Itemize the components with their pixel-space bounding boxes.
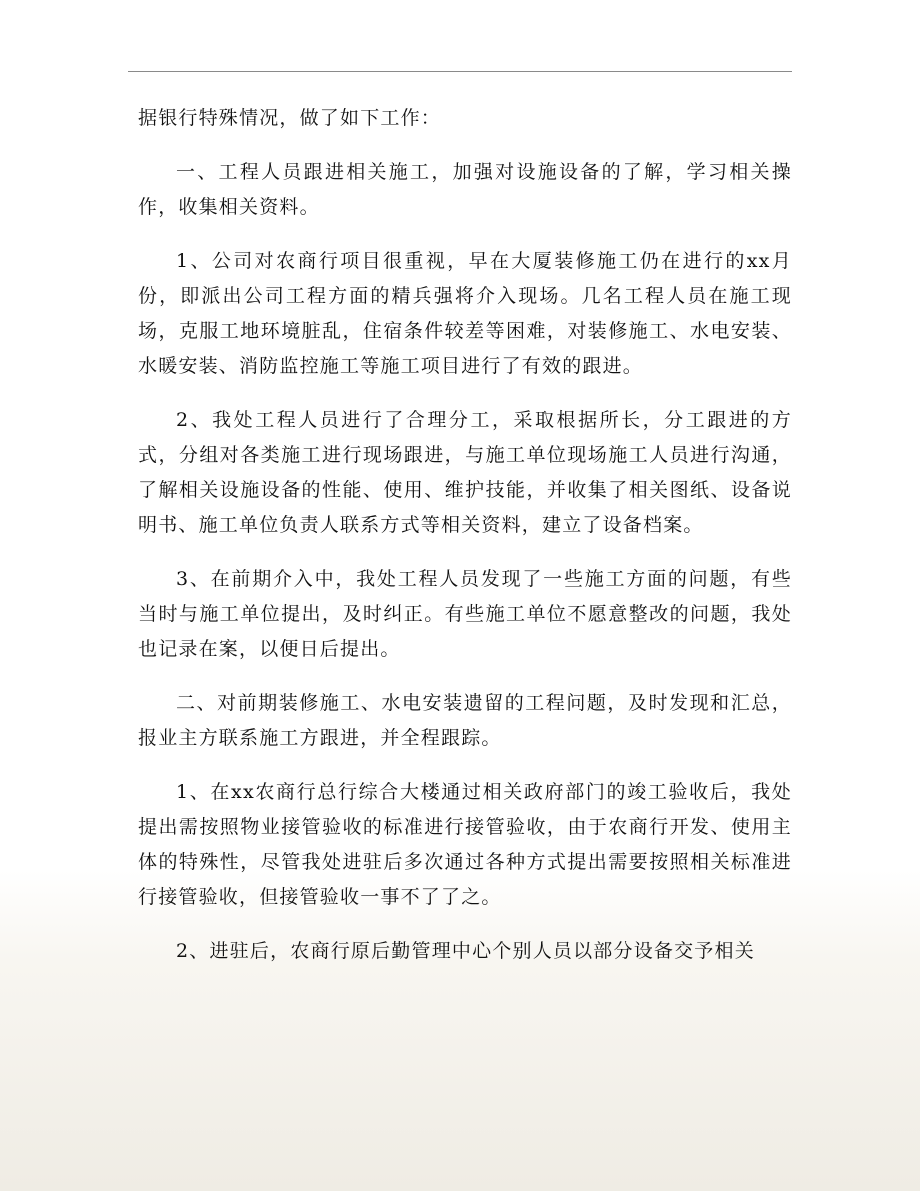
paragraph-item-2-2: 2、进驻后，农商行原后勤管理中心个别人员以部分设备交予相关: [176, 940, 755, 962]
paragraph-section-2: 二、对前期装修施工、水电安装遗留的工程问题，及时发现和汇总，报业主方联系施工方跟进，并全程跟踪。: [138, 692, 792, 749]
paragraph-section-1: 一、工程人员跟进相关施工，加强对设施设备的了解，学习相关操作，收集相关资料。: [138, 161, 792, 218]
document-body: [138, 101, 792, 988]
paragraph-item-1-3: 3、在前期介入中，我处工程人员发现了一些施工方面的问题，有些当时与施工单位提出，及时纠正。有些施工单位不愿意整改的问题，我处也记录在案，以便日后提出。: [138, 568, 792, 660]
paragraph-item-1-1: 1、公司对农商行项目很重视，早在大厦装修施工仍在进行的xx月份，即派出公司工程方面的精兵强将介入现场。几名工程人员在施工现场，克服工地环境脏乱，住宿条件较差等困难，对装修施工、水电安装、水暖安装、消防监控施工等施工项目进行了有效的跟进。: [138, 250, 792, 377]
paragraph-intro: 据银行特殊情况，做了如下工作：: [138, 107, 442, 129]
paragraph-item-1-2: 2、我处工程人员进行了合理分工，采取根据所长，分工跟进的方式，分组对各类施工进行现场跟进，与施工单位现场施工人员进行沟通，了解相关设施设备的性能、使用、维护技能，并收集了相关图纸、设备说明书、施工单位负责人联系方式等相关资料，建立了设备档案。: [138, 409, 792, 536]
header-divider: [128, 71, 792, 72]
paragraph-item-2-1: 1、在xx农商行总行综合大楼通过相关政府部门的竣工验收后，我处提出需按照物业接管验收的标准进行接管验收，由于农商行开发、使用主体的特殊性，尽管我处进驻后多次通过各种方式提出需要按照相关标准进行接管验收，但接管验收一事不了了之。: [138, 781, 792, 908]
